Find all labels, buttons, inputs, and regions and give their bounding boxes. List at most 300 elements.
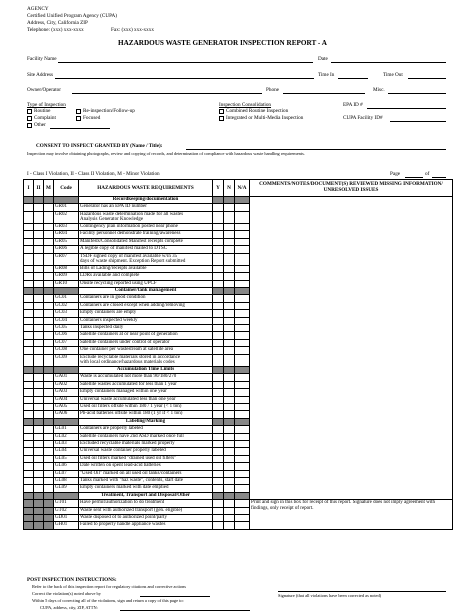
- comments-cell[interactable]: [250, 492, 453, 499]
- violation-minor-cell[interactable]: [44, 470, 54, 477]
- yes-cell[interactable]: [213, 211, 224, 223]
- violation-class1-cell[interactable]: [24, 253, 34, 265]
- violation-class2-cell[interactable]: [34, 463, 44, 470]
- violation-class1-cell[interactable]: [24, 280, 34, 287]
- violation-class1-cell[interactable]: [24, 246, 34, 253]
- yes-cell[interactable]: [213, 440, 224, 447]
- no-cell[interactable]: [224, 433, 235, 440]
- na-cell[interactable]: [235, 211, 250, 223]
- attn-field[interactable]: [120, 610, 250, 611]
- violation-class2-cell[interactable]: [34, 522, 44, 529]
- comments-cell[interactable]: [250, 354, 453, 366]
- consent-field[interactable]: [186, 149, 446, 150]
- no-cell[interactable]: [224, 246, 235, 253]
- page-total-field[interactable]: [432, 177, 446, 178]
- facility-name-field[interactable]: [58, 62, 313, 63]
- correction-signature-line[interactable]: [278, 591, 446, 592]
- no-cell[interactable]: [224, 411, 235, 418]
- violation-minor-cell[interactable]: [44, 280, 54, 287]
- comments-cell[interactable]: [250, 265, 453, 272]
- na-cell[interactable]: [235, 396, 250, 403]
- owner-operator-field[interactable]: [72, 93, 262, 94]
- no-cell[interactable]: [224, 339, 235, 346]
- no-cell[interactable]: [224, 374, 235, 381]
- yes-cell[interactable]: [213, 332, 224, 339]
- routine-checkbox[interactable]: [27, 109, 32, 114]
- na-cell[interactable]: [235, 265, 250, 272]
- violation-class1-cell[interactable]: [24, 396, 34, 403]
- comments-cell[interactable]: [250, 253, 453, 265]
- violation-class2-cell[interactable]: [34, 433, 44, 440]
- comments-cell[interactable]: [250, 396, 453, 403]
- no-cell[interactable]: [224, 273, 235, 280]
- date-field[interactable]: [331, 62, 446, 63]
- yes-cell[interactable]: [213, 396, 224, 403]
- comments-cell[interactable]: [250, 433, 453, 440]
- comments-cell[interactable]: [250, 197, 453, 204]
- violation-class1-cell[interactable]: [24, 470, 34, 477]
- no-cell[interactable]: [224, 396, 235, 403]
- complaint-checkbox[interactable]: [27, 116, 32, 121]
- violation-minor-cell[interactable]: [44, 325, 54, 332]
- no-cell[interactable]: [224, 470, 235, 477]
- comments-cell[interactable]: [250, 418, 453, 425]
- no-cell[interactable]: [224, 507, 235, 514]
- comments-cell[interactable]: [250, 310, 453, 317]
- violation-class2-cell[interactable]: [34, 325, 44, 332]
- violation-minor-cell[interactable]: [44, 396, 54, 403]
- na-cell[interactable]: [235, 440, 250, 447]
- na-cell[interactable]: [235, 295, 250, 302]
- requirement-code: GR02: [54, 211, 79, 223]
- no-cell[interactable]: [224, 426, 235, 433]
- violation-class1-cell[interactable]: [24, 507, 34, 514]
- col-requirements-header: HAZARDOUS WASTE REQUIREMENTS: [79, 180, 213, 197]
- yes-cell[interactable]: [213, 238, 224, 245]
- violation-class2-cell[interactable]: [34, 347, 44, 354]
- violation-class2-cell[interactable]: [34, 455, 44, 462]
- comments-cell[interactable]: [250, 280, 453, 287]
- violation-class1-cell[interactable]: [24, 310, 34, 317]
- na-cell[interactable]: [235, 374, 250, 381]
- violation-class1-cell[interactable]: [24, 273, 34, 280]
- violation-class1-cell[interactable]: [24, 238, 34, 245]
- comments-cell[interactable]: [250, 374, 453, 381]
- phone-field[interactable]: [283, 93, 365, 94]
- violation-class1-cell[interactable]: [24, 347, 34, 354]
- comments-cell[interactable]: [250, 403, 453, 410]
- violation-class2-cell[interactable]: [34, 273, 44, 280]
- comments-cell[interactable]: [250, 288, 453, 295]
- violation-minor-cell[interactable]: [44, 522, 54, 529]
- requirement-text: [79, 238, 213, 245]
- violation-class2-cell[interactable]: [34, 211, 44, 223]
- violation-class2-cell[interactable]: [34, 396, 44, 403]
- yes-cell[interactable]: [213, 433, 224, 440]
- comments-cell[interactable]: [250, 273, 453, 280]
- violation-class1-cell[interactable]: [24, 500, 34, 507]
- comments-cell[interactable]: [250, 448, 453, 455]
- yes-cell[interactable]: [213, 455, 224, 462]
- violation-class2-cell[interactable]: [34, 204, 44, 211]
- violation-class2-cell[interactable]: [34, 317, 44, 324]
- na-cell[interactable]: [235, 485, 250, 492]
- violation-minor-cell[interactable]: [44, 411, 54, 418]
- no-cell[interactable]: [224, 310, 235, 317]
- comments-cell[interactable]: [250, 426, 453, 433]
- violation-class2-cell[interactable]: [34, 224, 44, 231]
- comments-cell[interactable]: [250, 325, 453, 332]
- comments-cell[interactable]: [250, 389, 453, 396]
- violation-class1-cell[interactable]: [24, 433, 34, 440]
- violation-class1-cell[interactable]: [24, 448, 34, 455]
- violation-class1-cell[interactable]: [24, 325, 34, 332]
- integrated-checkbox[interactable]: [219, 116, 224, 121]
- violation-minor-cell[interactable]: [44, 354, 54, 366]
- violation-class1-cell[interactable]: [24, 403, 34, 410]
- violation-class1-cell[interactable]: [24, 389, 34, 396]
- violation-minor-cell[interactable]: [44, 403, 54, 410]
- comments-cell[interactable]: [250, 224, 453, 231]
- na-cell[interactable]: [235, 325, 250, 332]
- violation-minor-cell[interactable]: [44, 211, 54, 223]
- yes-cell[interactable]: [213, 273, 224, 280]
- no-cell[interactable]: [224, 403, 235, 410]
- violation-minor-cell[interactable]: [44, 374, 54, 381]
- comments-cell[interactable]: [250, 470, 453, 477]
- na-cell[interactable]: [235, 354, 250, 366]
- violation-class1-cell[interactable]: [24, 515, 34, 522]
- violation-class1-cell[interactable]: [24, 381, 34, 388]
- comments-cell[interactable]: [250, 477, 453, 484]
- violation-class2-cell[interactable]: [34, 426, 44, 433]
- na-cell[interactable]: [235, 273, 250, 280]
- no-cell[interactable]: [224, 463, 235, 470]
- other-field[interactable]: [50, 128, 110, 129]
- violation-minor-cell[interactable]: [44, 339, 54, 346]
- violation-class2-cell[interactable]: [34, 238, 44, 245]
- violation-class2-cell[interactable]: [34, 332, 44, 339]
- yes-cell[interactable]: [213, 374, 224, 381]
- violation-class2-cell[interactable]: [34, 246, 44, 253]
- violation-class1-cell[interactable]: [24, 224, 34, 231]
- violation-minor-cell[interactable]: [44, 253, 54, 265]
- na-cell[interactable]: [235, 332, 250, 339]
- violation-class2-cell[interactable]: [34, 231, 44, 238]
- comments-cell[interactable]: [250, 347, 453, 354]
- violation-class1-cell[interactable]: [24, 463, 34, 470]
- other-checkbox[interactable]: [27, 123, 32, 128]
- violation-class2-cell[interactable]: [34, 280, 44, 287]
- na-cell[interactable]: [235, 302, 250, 309]
- na-cell[interactable]: [235, 339, 250, 346]
- yes-cell[interactable]: [213, 253, 224, 265]
- no-cell[interactable]: [224, 455, 235, 462]
- requirement-code: GA05: [54, 403, 79, 410]
- yes-cell[interactable]: [213, 463, 224, 470]
- comments-cell[interactable]: [250, 366, 453, 373]
- section-title: Recordkeeping/documentation: [79, 197, 213, 204]
- cupa-facility-id-field[interactable]: [390, 121, 446, 122]
- yes-cell[interactable]: [213, 470, 224, 477]
- na-cell[interactable]: [235, 403, 250, 410]
- violation-class2-cell[interactable]: [34, 500, 44, 507]
- violation-minor-cell[interactable]: [44, 426, 54, 433]
- na-cell[interactable]: [235, 500, 250, 507]
- comments-cell[interactable]: [250, 295, 453, 302]
- violation-class1-cell[interactable]: [24, 411, 34, 418]
- violation-minor-cell[interactable]: [44, 246, 54, 253]
- requirement-code: GR10: [54, 280, 79, 287]
- na-cell[interactable]: [235, 426, 250, 433]
- na-cell[interactable]: [235, 515, 250, 522]
- comments-cell[interactable]: [250, 302, 453, 309]
- violation-class1-cell[interactable]: [24, 339, 34, 346]
- no-cell[interactable]: [224, 332, 235, 339]
- yes-cell[interactable]: [213, 339, 224, 346]
- violation-minor-cell[interactable]: [44, 224, 54, 231]
- violation-class2-cell[interactable]: [34, 389, 44, 396]
- yes-cell[interactable]: [213, 325, 224, 332]
- violation-minor-cell[interactable]: [44, 440, 54, 447]
- comments-cell[interactable]: [250, 211, 453, 223]
- yes-cell[interactable]: [213, 515, 224, 522]
- page-number-field[interactable]: [405, 177, 423, 178]
- yes-cell[interactable]: [213, 426, 224, 433]
- no-cell[interactable]: [224, 253, 235, 265]
- violation-minor-cell[interactable]: [44, 238, 54, 245]
- violation-class2-cell[interactable]: [34, 448, 44, 455]
- violation-minor-cell[interactable]: [44, 448, 54, 455]
- comments-cell[interactable]: [250, 455, 453, 462]
- violation-minor-cell[interactable]: [44, 231, 54, 238]
- violation-minor-cell[interactable]: [44, 507, 54, 514]
- yes-cell[interactable]: [213, 381, 224, 388]
- na-cell[interactable]: [235, 470, 250, 477]
- violation-class1-cell[interactable]: [24, 426, 34, 433]
- yes-cell[interactable]: [213, 411, 224, 418]
- yes-cell[interactable]: [213, 310, 224, 317]
- violation-class1-cell[interactable]: [24, 211, 34, 223]
- violation-class1-cell[interactable]: [24, 231, 34, 238]
- violation-class1-cell[interactable]: [24, 265, 34, 272]
- violation-class1-cell[interactable]: [24, 317, 34, 324]
- violation-minor-cell[interactable]: [44, 389, 54, 396]
- na-cell[interactable]: [235, 347, 250, 354]
- no-cell[interactable]: [224, 389, 235, 396]
- time-in-field[interactable]: [338, 78, 368, 79]
- yes-cell[interactable]: [213, 354, 224, 366]
- violation-minor-cell[interactable]: [44, 204, 54, 211]
- na-cell[interactable]: [235, 455, 250, 462]
- misc-field[interactable]: [388, 93, 446, 94]
- yes-cell[interactable]: [213, 317, 224, 324]
- violation-minor-cell[interactable]: [44, 515, 54, 522]
- violation-class1-cell[interactable]: [24, 354, 34, 366]
- violation-class2-cell[interactable]: [34, 381, 44, 388]
- no-cell[interactable]: [224, 522, 235, 529]
- violation-minor-cell[interactable]: [44, 273, 54, 280]
- violation-class2-cell[interactable]: [34, 302, 44, 309]
- na-cell[interactable]: [235, 317, 250, 324]
- comments-cell[interactable]: [250, 339, 453, 346]
- violation-class2-cell[interactable]: [34, 310, 44, 317]
- epa-id-field[interactable]: [367, 108, 446, 109]
- comments-cell[interactable]: [250, 332, 453, 339]
- no-cell[interactable]: [224, 325, 235, 332]
- violation-class2-cell[interactable]: [34, 339, 44, 346]
- no-cell[interactable]: [224, 500, 235, 507]
- no-cell[interactable]: [224, 317, 235, 324]
- violation-class2-cell[interactable]: [34, 411, 44, 418]
- na-cell[interactable]: [235, 310, 250, 317]
- violation-class2-cell[interactable]: [34, 374, 44, 381]
- no-cell[interactable]: [224, 381, 235, 388]
- violation-class1-cell[interactable]: [24, 477, 34, 484]
- yes-cell[interactable]: [213, 246, 224, 253]
- na-cell[interactable]: [235, 253, 250, 265]
- violation-class2-cell[interactable]: [34, 265, 44, 272]
- violation-minor-cell[interactable]: [44, 332, 54, 339]
- na-cell[interactable]: [235, 507, 250, 514]
- violation-minor-cell[interactable]: [44, 317, 54, 324]
- comments-cell[interactable]: [250, 411, 453, 418]
- na-cell[interactable]: [235, 463, 250, 470]
- violation-minor-cell[interactable]: [44, 265, 54, 272]
- violation-class2-cell[interactable]: [34, 470, 44, 477]
- violation-minor-cell[interactable]: [44, 310, 54, 317]
- violation-minor-cell[interactable]: [44, 500, 54, 507]
- yes-cell[interactable]: [213, 265, 224, 272]
- violation-class2-cell[interactable]: [34, 477, 44, 484]
- violation-minor-cell[interactable]: [44, 463, 54, 470]
- yes-cell[interactable]: [213, 389, 224, 396]
- violation-class1-cell[interactable]: [24, 204, 34, 211]
- comments-cell[interactable]: [250, 231, 453, 238]
- violation-class2-cell[interactable]: [34, 507, 44, 514]
- na-cell[interactable]: [235, 448, 250, 455]
- comments-cell[interactable]: [250, 500, 453, 530]
- na-cell[interactable]: [235, 522, 250, 529]
- no-cell[interactable]: [224, 354, 235, 366]
- no-cell[interactable]: [224, 515, 235, 522]
- no-cell[interactable]: [224, 280, 235, 287]
- violation-class1-cell[interactable]: [24, 485, 34, 492]
- no-cell[interactable]: [224, 238, 235, 245]
- yes-cell[interactable]: [213, 295, 224, 302]
- yes-cell[interactable]: [213, 507, 224, 514]
- violation-class2-cell[interactable]: [34, 485, 44, 492]
- yes-cell[interactable]: [213, 224, 224, 231]
- violation-class2-cell[interactable]: [34, 515, 44, 522]
- yes-cell[interactable]: [213, 522, 224, 529]
- violation-class1-cell[interactable]: [24, 455, 34, 462]
- no-cell[interactable]: [224, 265, 235, 272]
- yes-cell[interactable]: [213, 347, 224, 354]
- violation-minor-cell[interactable]: [44, 295, 54, 302]
- comments-cell[interactable]: [250, 238, 453, 245]
- comments-cell[interactable]: [250, 381, 453, 388]
- no-cell[interactable]: [224, 477, 235, 484]
- na-cell[interactable]: [235, 246, 250, 253]
- violation-class1-cell[interactable]: [24, 295, 34, 302]
- requirement-code: GL07: [54, 470, 79, 477]
- focused-checkbox[interactable]: [76, 116, 81, 121]
- yes-cell[interactable]: [213, 280, 224, 287]
- na-cell[interactable]: [235, 433, 250, 440]
- na-cell[interactable]: [235, 411, 250, 418]
- na-cell[interactable]: [235, 238, 250, 245]
- no-cell[interactable]: [224, 485, 235, 492]
- violation-class2-cell[interactable]: [34, 354, 44, 366]
- na-cell[interactable]: [235, 280, 250, 287]
- violation-class2-cell[interactable]: [34, 295, 44, 302]
- reinspection-checkbox[interactable]: [76, 109, 81, 114]
- comments-cell[interactable]: [250, 440, 453, 447]
- yes-cell[interactable]: [213, 204, 224, 211]
- yes-cell[interactable]: [213, 403, 224, 410]
- combined-routine-checkbox[interactable]: [219, 109, 224, 114]
- requirement-line: Onsite recycling reported using UPCF: [80, 280, 157, 286]
- violation-class1-cell[interactable]: [24, 374, 34, 381]
- violation-class1-cell[interactable]: [24, 440, 34, 447]
- no-cell[interactable]: [224, 204, 235, 211]
- violation-minor-cell[interactable]: [44, 485, 54, 492]
- na-cell[interactable]: [235, 381, 250, 388]
- yes-cell[interactable]: [213, 231, 224, 238]
- correction-date-field[interactable]: [140, 596, 210, 597]
- no-cell[interactable]: [224, 231, 235, 238]
- violation-class2-cell[interactable]: [34, 403, 44, 410]
- violation-minor-cell[interactable]: [44, 433, 54, 440]
- violation-minor-cell[interactable]: [44, 381, 54, 388]
- no-cell[interactable]: [224, 347, 235, 354]
- comments-cell[interactable]: [250, 204, 453, 211]
- no-cell[interactable]: [224, 440, 235, 447]
- na-cell[interactable]: [235, 224, 250, 231]
- violation-class2-cell[interactable]: [34, 253, 44, 265]
- no-cell[interactable]: [224, 211, 235, 223]
- comments-cell[interactable]: [250, 485, 453, 492]
- comments-cell[interactable]: [250, 246, 453, 253]
- violation-minor-cell[interactable]: [44, 455, 54, 462]
- yes-cell[interactable]: [213, 500, 224, 507]
- site-address-field[interactable]: [55, 78, 314, 79]
- violation-minor-cell[interactable]: [44, 302, 54, 309]
- na-cell[interactable]: [235, 477, 250, 484]
- yes-cell[interactable]: [213, 485, 224, 492]
- na-cell[interactable]: [235, 231, 250, 238]
- comments-cell[interactable]: [250, 463, 453, 470]
- violation-minor-cell[interactable]: [44, 347, 54, 354]
- no-cell[interactable]: [224, 302, 235, 309]
- violation-class2-cell[interactable]: [34, 440, 44, 447]
- violation-class1-cell[interactable]: [24, 332, 34, 339]
- comments-cell[interactable]: [250, 317, 453, 324]
- yes-cell[interactable]: [213, 302, 224, 309]
- na-cell[interactable]: [235, 204, 250, 211]
- violation-class1-cell[interactable]: [24, 522, 34, 529]
- yes-cell[interactable]: [213, 448, 224, 455]
- na-cell[interactable]: [235, 389, 250, 396]
- time-out-field[interactable]: [408, 78, 446, 79]
- no-cell[interactable]: [224, 224, 235, 231]
- no-cell[interactable]: [224, 448, 235, 455]
- violation-minor-cell[interactable]: [44, 477, 54, 484]
- violation-class1-cell[interactable]: [24, 302, 34, 309]
- no-cell[interactable]: [224, 295, 235, 302]
- yes-cell[interactable]: [213, 477, 224, 484]
